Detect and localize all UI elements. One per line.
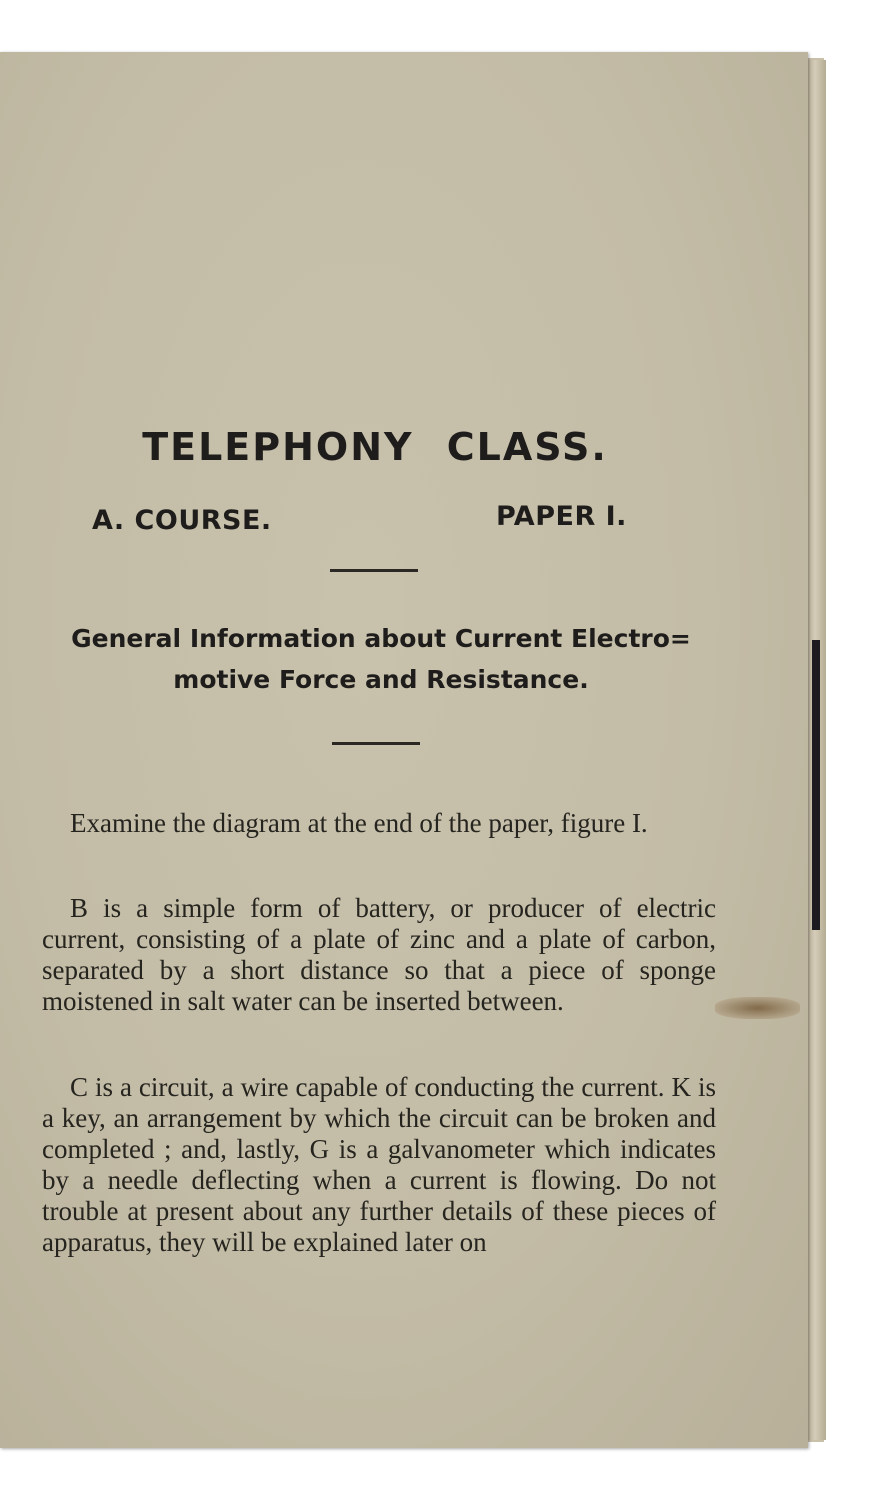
page-title: TELEPHONY CLASS. xyxy=(142,425,608,469)
divider-rule xyxy=(332,742,420,745)
stain-mark xyxy=(715,997,800,1019)
divider-rule xyxy=(330,569,418,572)
paper-label: PAPER I. xyxy=(496,501,627,532)
paragraph-text: B is a simple form of battery, or producer of electric current, consisting of a plate of zinc and a plate of carbon, separated by a short distance so that a piece of sponge moistened in salt water can be inserted between. xyxy=(42,893,716,1016)
paragraph-text: C is a circuit, a wire capable of conducting the current. K is a key, an arrangement by which the circuit can be broken and completed ; and, lastly, G is a galvanometer which indicates by a needle deflecting when a current is flowing. Do not trouble at present about any further details of these pieces of apparatus, they will be explained later on xyxy=(42,1072,716,1257)
course-label: A. COURSE. xyxy=(92,505,272,536)
section-subtitle xyxy=(36,618,726,700)
subtitle-line: General Information about Current Electro= xyxy=(71,624,691,653)
paragraph-text: Examine the diagram at the end of the paper, figure I. xyxy=(70,808,648,838)
paragraph xyxy=(42,893,716,1017)
paragraph xyxy=(42,808,716,839)
dark-page-edge xyxy=(812,640,820,930)
paragraph xyxy=(42,1072,716,1258)
subtitle-line: motive Force and Resistance. xyxy=(173,665,589,694)
